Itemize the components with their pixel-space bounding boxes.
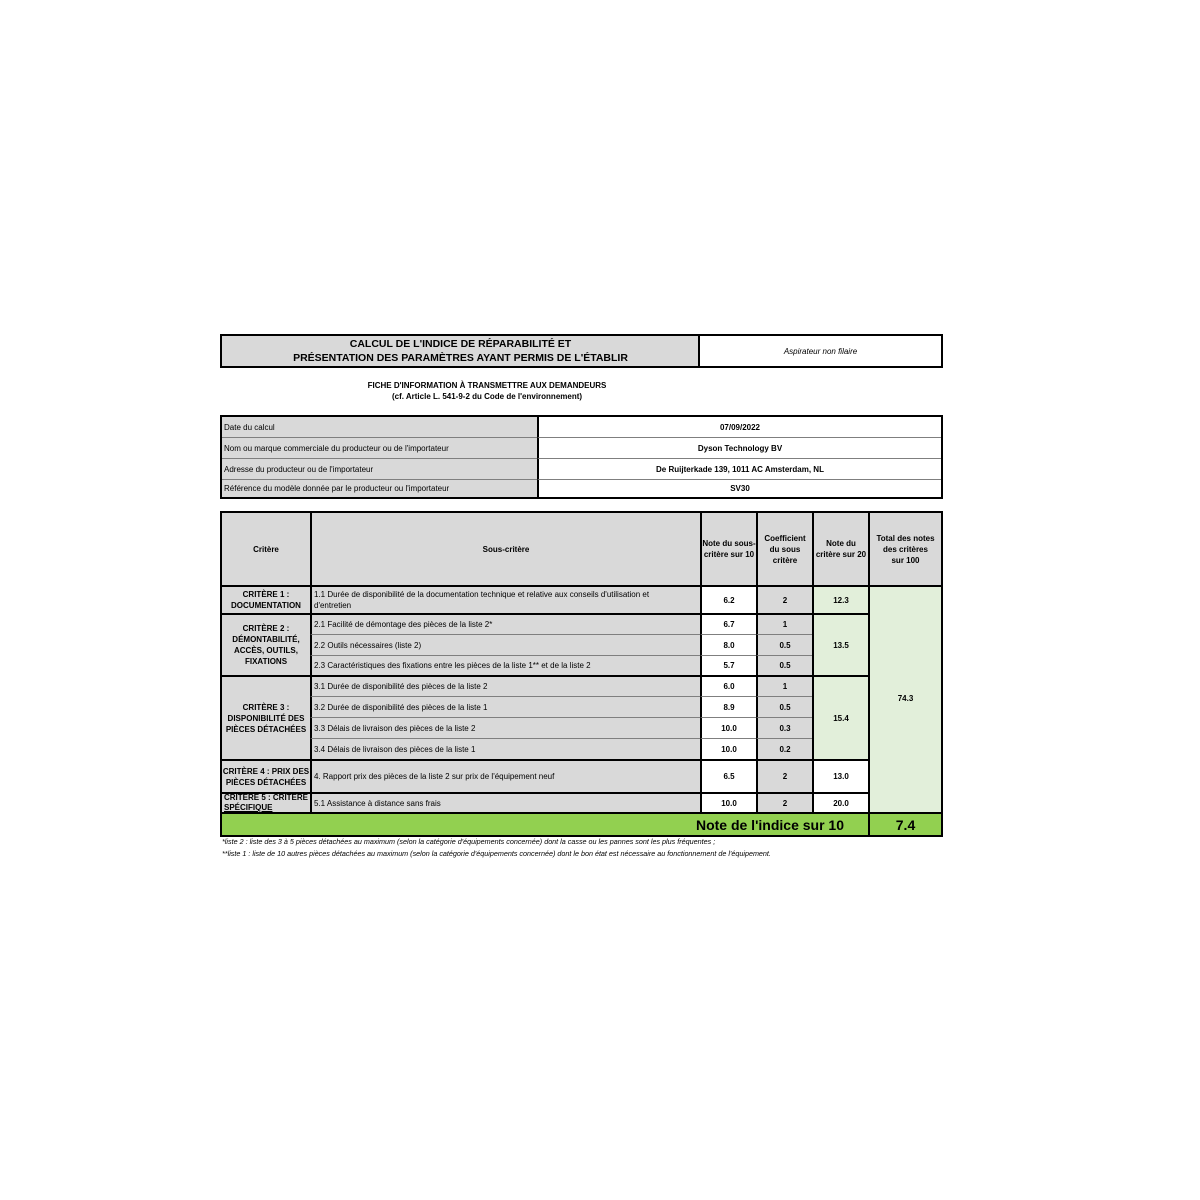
sous-critere-2-3: 2.3 Caractéristiques des fixations entre les pièces de la liste 1** et de la liste 2 bbox=[310, 655, 700, 675]
note-3-2: 8.9 bbox=[700, 696, 756, 717]
final-row bbox=[222, 812, 941, 835]
note-3-1: 6.0 bbox=[700, 675, 756, 696]
note-critere-5: 20.0 bbox=[812, 792, 868, 812]
coef-2-2: 0.5 bbox=[756, 634, 812, 655]
info-label-reference: Référence du modèle donnée par le producteur ou l'importateur bbox=[222, 479, 537, 497]
note-3-4: 10.0 bbox=[700, 738, 756, 759]
note-4: 6.5 bbox=[700, 759, 756, 792]
info-value-reference: SV30 bbox=[537, 479, 941, 497]
critere-3: CRITÈRE 3 : DISPONIBILITÉ DES PIÈCES DÉTACHÉES bbox=[222, 675, 310, 759]
total-notes: 74.3 bbox=[868, 585, 941, 812]
info-label-name: Nom ou marque commerciale du producteur ou de l'importateur bbox=[222, 437, 537, 458]
note-1-1: 6.2 bbox=[700, 585, 756, 613]
sous-critere-5-1: 5.1 Assistance à distance sans frais bbox=[310, 792, 700, 812]
coef-2-3: 0.5 bbox=[756, 655, 812, 675]
header-total: Total des notes des critères sur 100 bbox=[868, 513, 941, 585]
critere-5: CRITÈRE 5 : CRITÈRE SPÉCIFIQUE bbox=[224, 793, 309, 812]
note-2-1: 6.7 bbox=[700, 613, 756, 634]
coef-2-1: 1 bbox=[756, 613, 812, 634]
sous-critere-3-4: 3.4 Délais de livraison des pièces de la liste 1 bbox=[310, 738, 700, 759]
fiche-line-1: FICHE D'INFORMATION À TRANSMETTRE AUX DEMANDEURS bbox=[367, 381, 607, 390]
note-2-2: 8.0 bbox=[700, 634, 756, 655]
note-critere-4: 13.0 bbox=[812, 759, 868, 792]
critere-4: CRITÈRE 4 : PRIX DES PIÈCES DÉTACHÉES bbox=[222, 759, 310, 792]
coef-3-4: 0.2 bbox=[756, 738, 812, 759]
coef-1-1: 2 bbox=[756, 585, 812, 613]
info-value-name: Dyson Technology BV bbox=[537, 437, 941, 458]
critere-2: CRITÈRE 2 : DÉMONTABILITÉ, ACCÈS, OUTILS, FIXATIONS bbox=[222, 613, 310, 675]
product-type-cell bbox=[698, 334, 943, 368]
title-cell bbox=[220, 334, 699, 368]
info-label-address: Adresse du producteur ou de l'importateur bbox=[222, 458, 537, 479]
sous-critere-4: 4. Rapport prix des pièces de la liste 2 sur prix de l'équipement neuf bbox=[310, 759, 700, 792]
footnote-1: *liste 2 : liste des 3 à 5 pièces détachées au maximum (selon la catégorie d'équipements concernée) dont la casse ou les pannes sont les plus fréquentes ; bbox=[222, 837, 716, 846]
sous-critere-2-2: 2.2 Outils nécessaires (liste 2) bbox=[310, 634, 700, 655]
note-critere-3: 15.4 bbox=[812, 675, 868, 759]
header-critere: Critère bbox=[222, 513, 310, 585]
title-line-2: PRÉSENTATION DES PARAMÈTRES AYANT PERMIS DE L'ÉTABLIR bbox=[293, 352, 628, 364]
coef-3-3: 0.3 bbox=[756, 717, 812, 738]
fiche-info bbox=[300, 379, 674, 403]
header-note-sous-critere: Note du sous- critère sur 10 bbox=[700, 513, 756, 585]
coef-3-2: 0.5 bbox=[756, 696, 812, 717]
info-value-date: 07/09/2022 bbox=[537, 417, 941, 437]
critere-1: CRITÈRE 1 : DOCUMENTATION bbox=[222, 585, 310, 613]
fiche-line-2: (cf. Article L. 541-9-2 du Code de l'environnement) bbox=[391, 392, 583, 401]
coef-4: 2 bbox=[756, 759, 812, 792]
header-sous-critere: Sous-critère bbox=[310, 513, 700, 585]
sous-critere-2-1: 2.1 Facilité de démontage des pièces de la liste 2* bbox=[310, 613, 700, 634]
note-3-3: 10.0 bbox=[700, 717, 756, 738]
score-table bbox=[220, 511, 943, 837]
coef-3-1: 1 bbox=[756, 675, 812, 696]
note-critere-2: 13.5 bbox=[812, 613, 868, 675]
header-note-critere: Note du critère sur 20 bbox=[812, 513, 868, 585]
coef-5-1: 2 bbox=[756, 792, 812, 812]
final-label: Note de l'indice sur 10 bbox=[695, 816, 844, 833]
title-line-1: CALCUL DE L'INDICE DE RÉPARABILITÉ ET bbox=[349, 338, 572, 350]
info-label-date: Date du calcul bbox=[222, 417, 537, 437]
info-value-address: De Ruijterkade 139, 1011 AC Amsterdam, NL bbox=[537, 458, 941, 479]
sous-critere-3-2: 3.2 Durée de disponibilité des pièces de la liste 1 bbox=[310, 696, 700, 717]
sous-critere-3-1: 3.1 Durée de disponibilité des pièces de la liste 2 bbox=[310, 675, 700, 696]
sous-critere-3-3: 3.3 Délais de livraison des pièces de la liste 2 bbox=[310, 717, 700, 738]
info-table bbox=[220, 415, 943, 499]
footnote-2: **liste 1 : liste de 10 autres pièces détachées au maximum (selon la catégorie d'équipements concernée) dont le bon état est nécessaire au fonctionnement de l'équipement. bbox=[222, 849, 771, 858]
product-type: Aspirateur non filaire bbox=[783, 346, 858, 356]
final-value: 7.4 bbox=[868, 814, 941, 835]
note-2-3: 5.7 bbox=[700, 655, 756, 675]
note-5-1: 10.0 bbox=[700, 792, 756, 812]
header-coefficient: Coefficient du sous critère bbox=[756, 513, 812, 585]
note-critere-1: 12.3 bbox=[812, 585, 868, 613]
sous-critere-1-1: 1.1 Durée de disponibilité de la documentation technique et relative aux conseils d'utilisation et d'entretien bbox=[310, 585, 700, 613]
